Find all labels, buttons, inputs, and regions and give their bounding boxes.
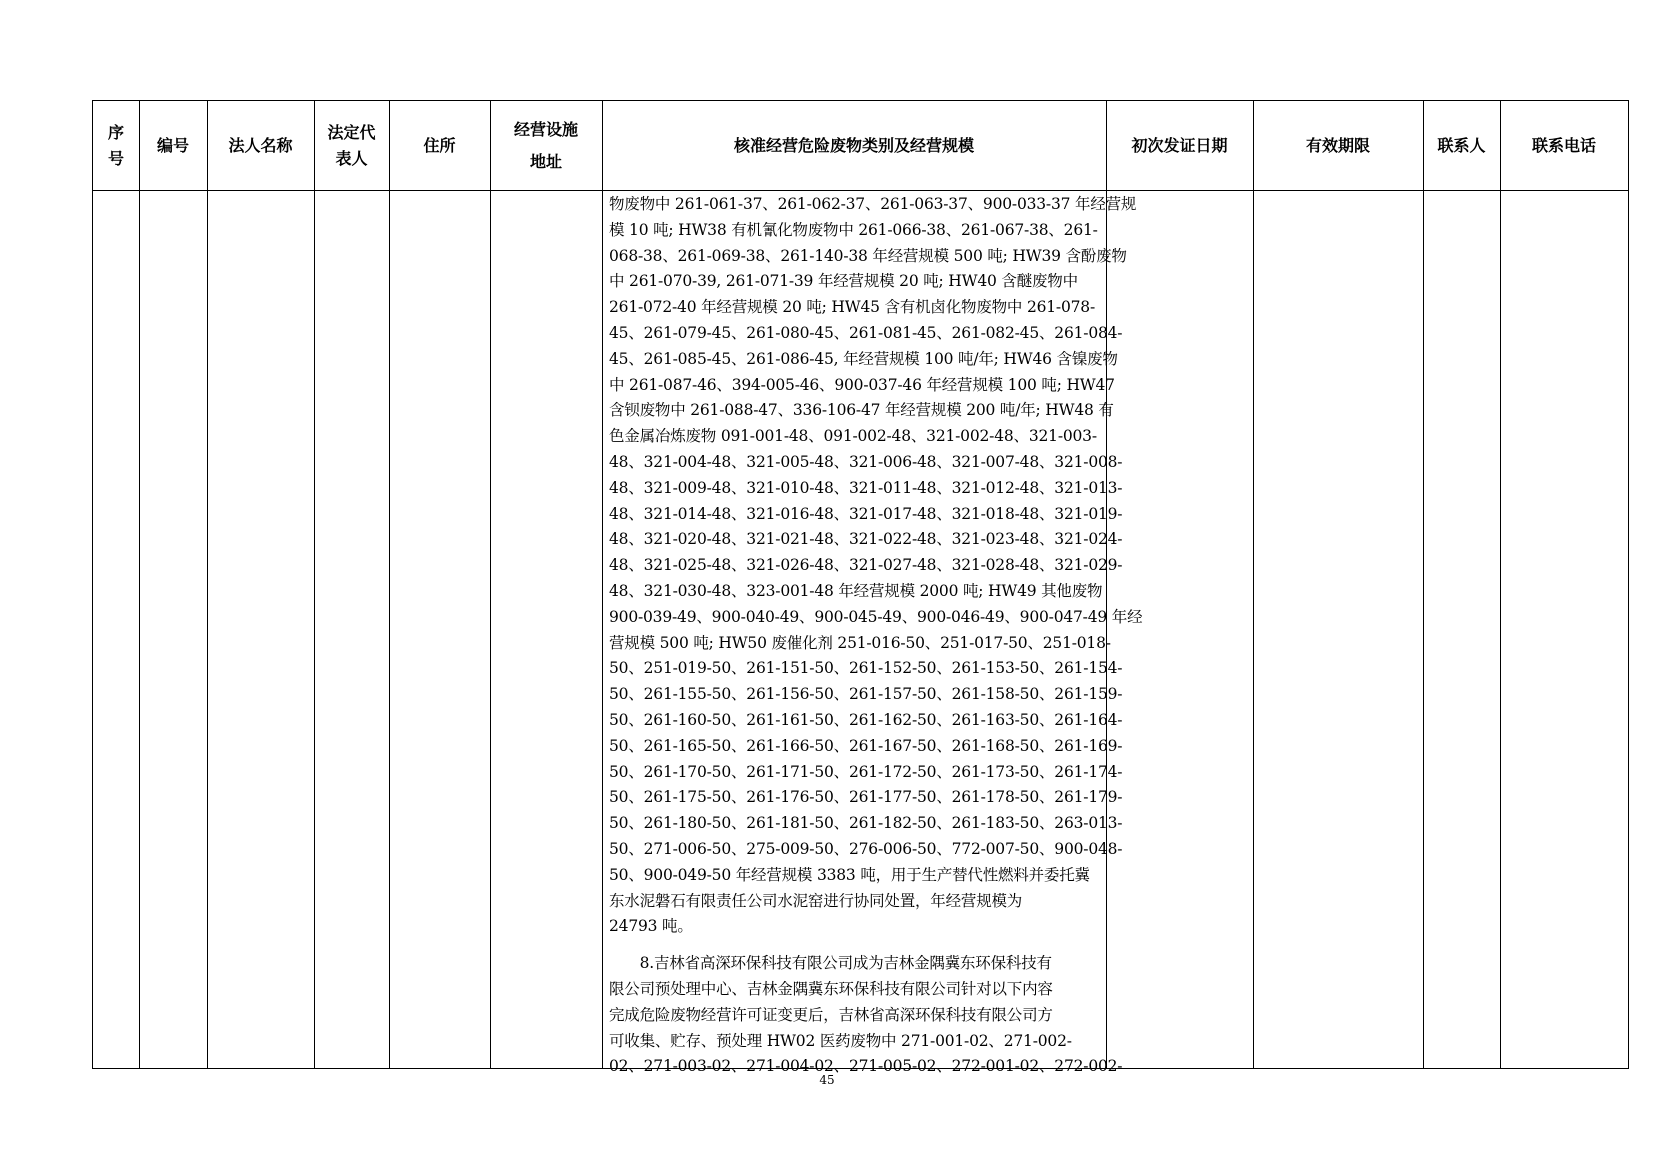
text-line: 900-039-49、900-040-49、900-045-49、900-046-49、900-047-49 年经 — [609, 607, 1143, 626]
text-line: 50、271-006-50、275-009-50、276-006-50、772-007-50、900-048- — [609, 839, 1123, 858]
header-contact-phone: 联系电话 — [1531, 135, 1596, 155]
column-divider — [1500, 101, 1501, 1068]
column-divider — [602, 101, 603, 1068]
text-line: 50、261-170-50、261-171-50、261-172-50、261-173-50、261-174- — [609, 762, 1123, 781]
header-legal-representative: 法定代 表人 — [327, 122, 376, 168]
text-line: 02、271-003-02、271-004-02、271-005-02、272-001-02、272-002- — [609, 1057, 1123, 1076]
text-line: 完成危险废物经营许可证变更后，吉林省高深环保科技有限公司方 — [609, 1005, 1053, 1024]
header-serial: 序 号 — [107, 122, 124, 168]
text-line: 含钡废物中 261-088-47、336-106-47 年经营规模 200 吨/年; HW48 有 — [609, 401, 1114, 420]
text-line: 营规模 500 吨; HW50 废催化剂 251-016-50、251-017-50、251-018- — [609, 633, 1111, 652]
column-divider — [1423, 101, 1424, 1068]
column-divider — [314, 101, 315, 1068]
text-line: 50、261-175-50、261-176-50、261-177-50、261-178-50、261-179- — [609, 788, 1123, 807]
column-divider — [490, 101, 491, 1068]
header-legal-entity: 法人名称 — [228, 135, 293, 155]
header-contact-person: 联系人 — [1437, 135, 1486, 155]
text-line: 48、321-004-48、321-005-48、321-006-48、321-007-48、321-008- — [609, 452, 1123, 471]
scope-paragraph — [609, 192, 1143, 940]
text-line: 色金属冶炼废物 091-001-48、091-002-48、321-002-48、321-003- — [609, 427, 1097, 446]
text-line: 8.吉林省高深环保科技有限公司成为吉林金隅冀东环保科技有 — [609, 954, 1052, 973]
text-line: 068-38、261-069-38、261-140-38 年经营规模 500 吨; HW39 含酚废物 — [609, 246, 1127, 265]
text-line: 48、321-025-48、321-026-48、321-027-48、321-028-48、321-029- — [609, 556, 1123, 575]
approved-scope-cell — [609, 192, 1143, 1080]
header-number: 编号 — [156, 135, 189, 155]
header-first-issue-date: 初次发证日期 — [1131, 135, 1228, 155]
text-line: 50、261-180-50、261-181-50、261-182-50、261-183-50、263-013- — [609, 814, 1123, 833]
text-line: 45、261-079-45、261-080-45、261-081-45、261-082-45、261-084- — [609, 323, 1123, 342]
text-line: 261-072-40 年经营规模 20 吨; HW45 含有机卤化物废物中 261-078- — [609, 298, 1095, 317]
column-divider — [207, 101, 208, 1068]
text-line: 物废物中 261-061-37、261-062-37、261-063-37、900-033-37 年经营规 — [609, 195, 1137, 213]
text-line: 48、321-014-48、321-016-48、321-017-48、321-018-48、321-019- — [609, 504, 1123, 523]
text-line: 45、261-085-45、261-086-45, 年经营规模 100 吨/年; HW46 含镍废物 — [609, 349, 1118, 368]
text-line: 限公司预处理中心、吉林金隅冀东环保科技有限公司针对以下内容 — [609, 979, 1053, 998]
text-line: 中 261-070-39, 261-071-39 年经营规模 20 吨; HW40 含醚废物中 — [609, 272, 1078, 291]
text-line: 东水泥磐石有限责任公司水泥窑进行协同处置，年经营规模为 — [609, 891, 1023, 910]
text-line: 48、321-030-48、323-001-48 年经营规模 2000 吨; HW49 其他废物 — [609, 581, 1103, 600]
header-facility-address: 经营设施 地址 — [513, 119, 578, 171]
header-approved-scope: 核准经营危险废物类别及经营规模 — [733, 135, 974, 155]
text-line: 50、900-049-50 年经营规模 3383 吨，用于生产替代性燃料并委托冀 — [609, 865, 1090, 884]
text-line: 50、261-160-50、261-161-50、261-162-50、261-163-50、261-164- — [609, 710, 1123, 729]
text-line: 中 261-087-46、394-005-46、900-037-46 年经营规模 100 吨; HW47 — [609, 375, 1115, 394]
text-line: 50、261-165-50、261-166-50、261-167-50、261-168-50、261-169- — [609, 736, 1123, 755]
header-validity-period: 有效期限 — [1305, 135, 1370, 155]
column-divider — [139, 101, 140, 1068]
column-divider — [389, 101, 390, 1068]
header-residence: 住所 — [423, 135, 456, 155]
text-line: 50、251-019-50、261-151-50、261-152-50、261-153-50、261-154- — [609, 659, 1123, 678]
text-line: 可收集、贮存、预处理 HW02 医药废物中 271-001-02、271-002- — [609, 1031, 1072, 1050]
text-line: 模 10 吨; HW38 有机氰化物废物中 261-066-38、261-067-38、261- — [609, 220, 1098, 239]
page-number: 45 — [819, 1073, 835, 1087]
header-divider — [93, 190, 1628, 191]
column-divider — [1253, 101, 1254, 1068]
text-line: 24793 吨。 — [609, 917, 693, 936]
text-line: 48、321-020-48、321-021-48、321-022-48、321-023-48、321-024- — [609, 530, 1123, 549]
text-line: 50、261-155-50、261-156-50、261-157-50、261-158-50、261-159- — [609, 685, 1123, 704]
license-table — [92, 100, 1629, 1076]
scope-paragraph — [609, 951, 1123, 1080]
text-line: 48、321-009-48、321-010-48、321-011-48、321-012-48、321-013- — [609, 478, 1123, 497]
